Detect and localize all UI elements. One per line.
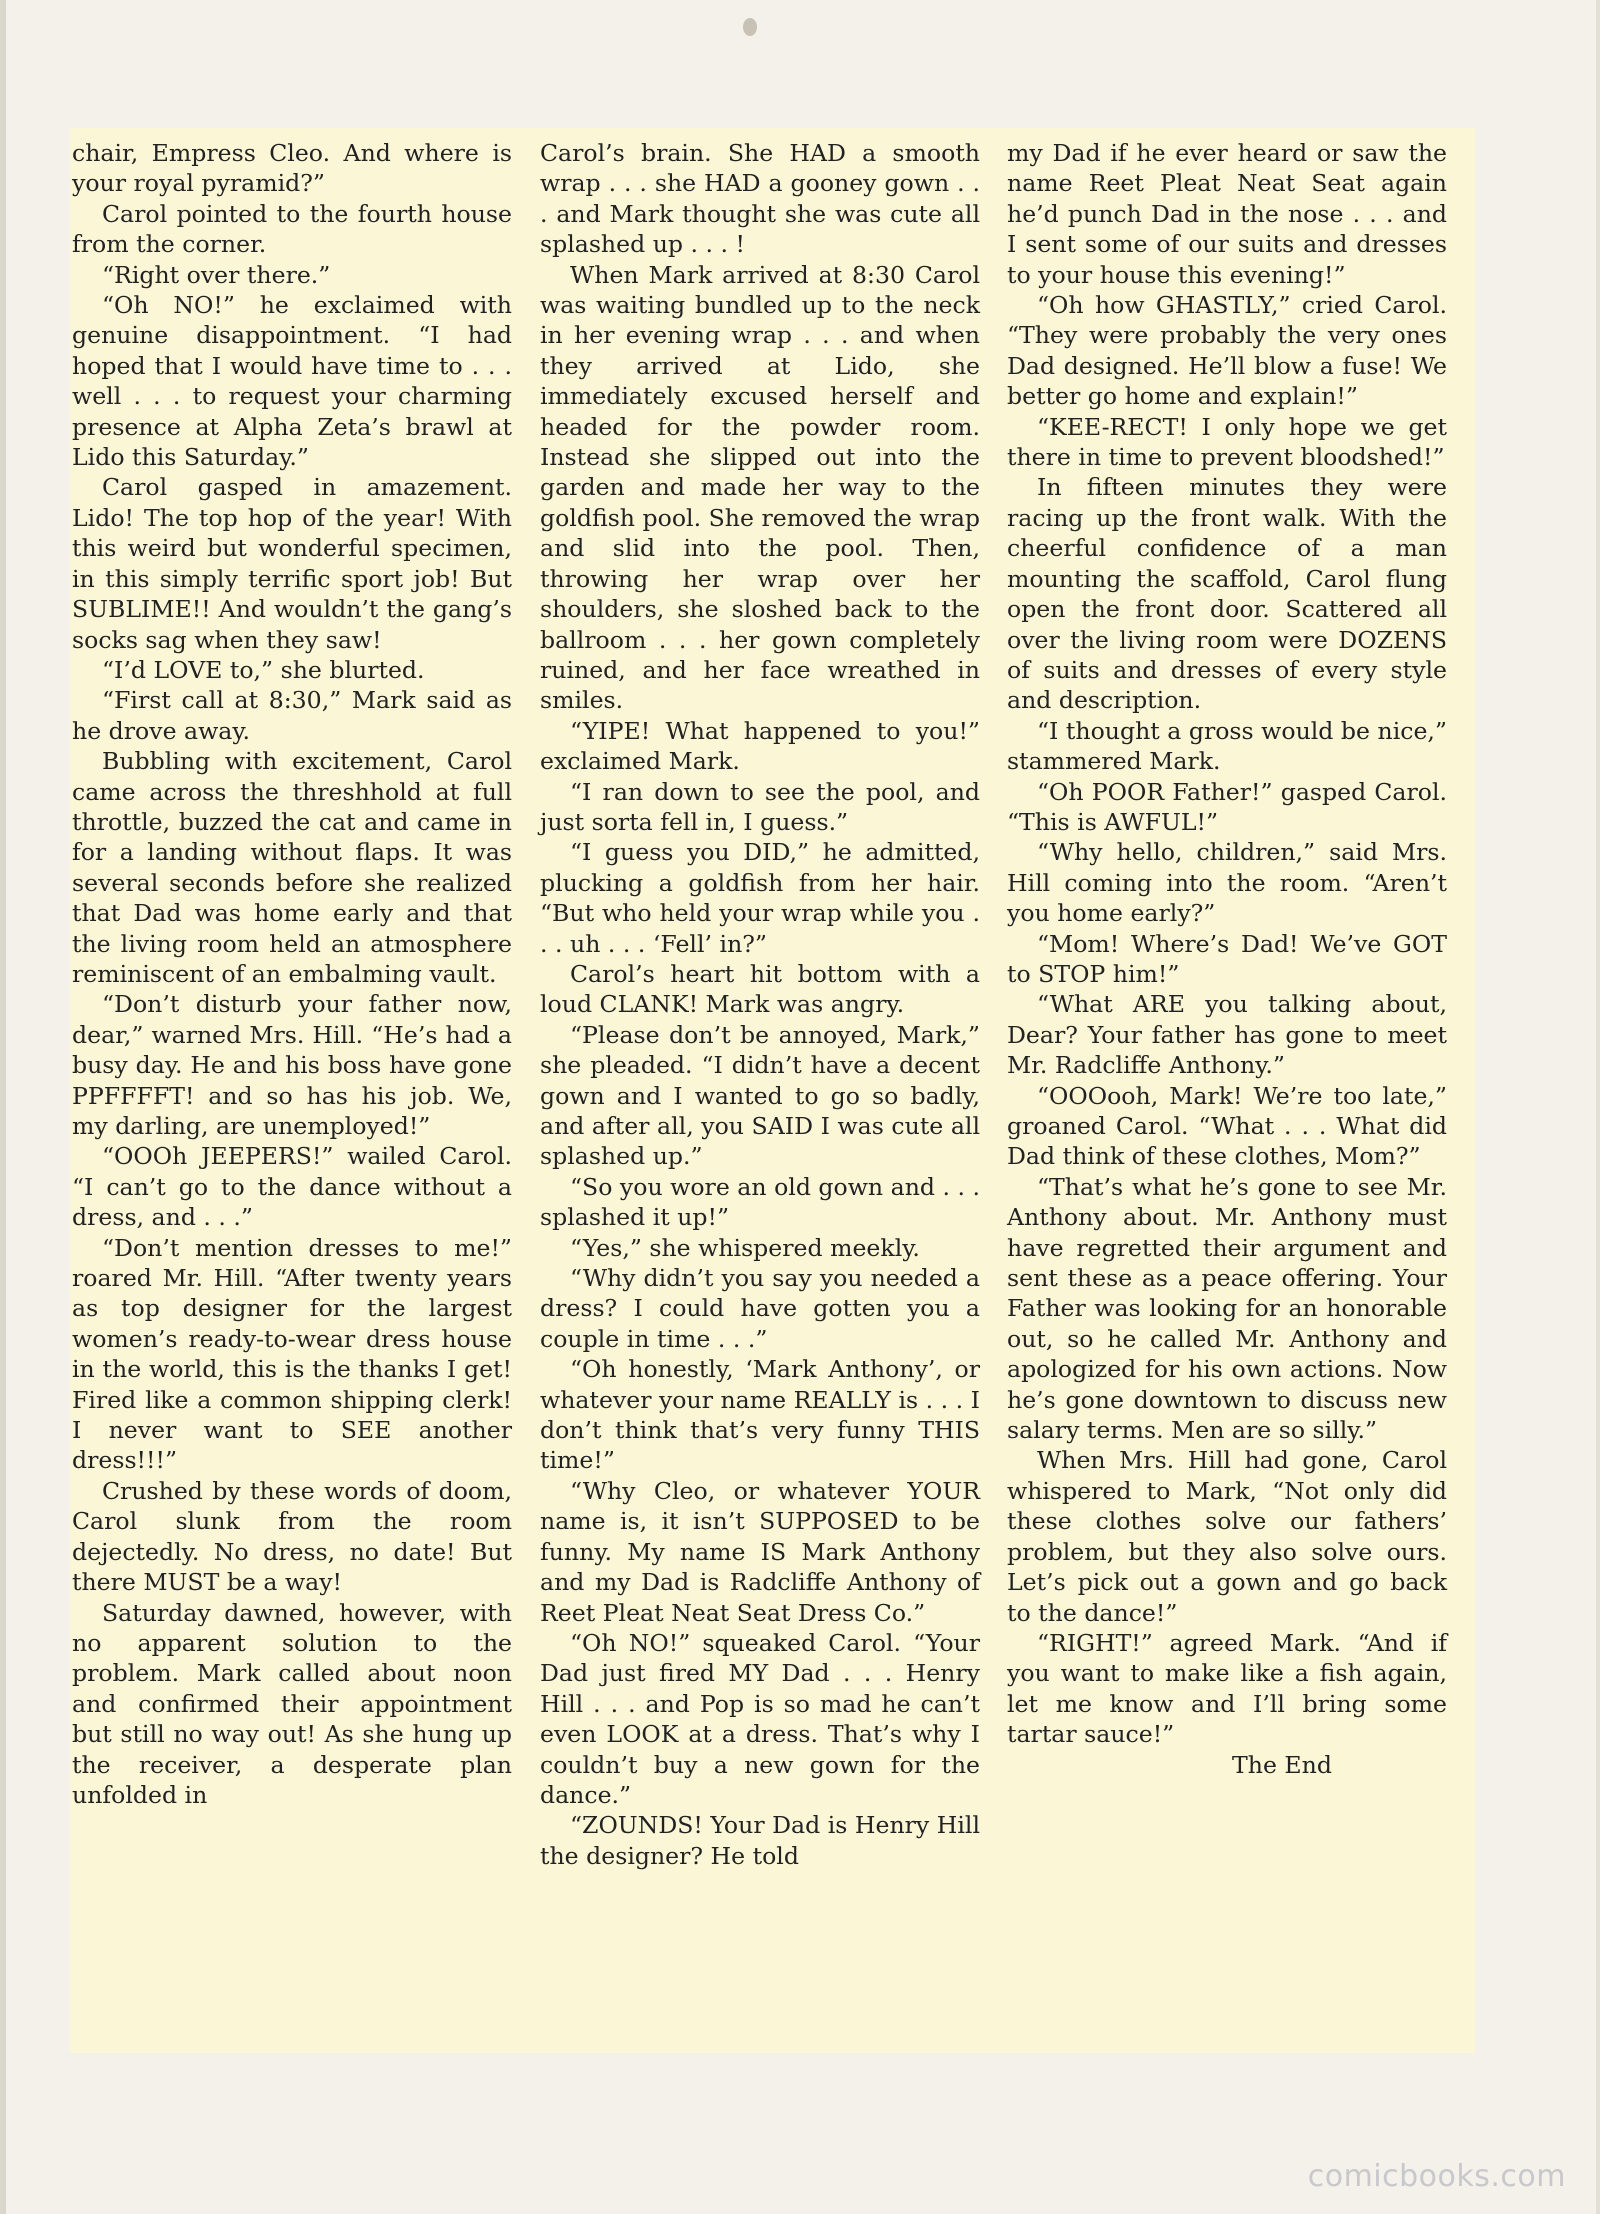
story-paragraph: Crushed by these words of doom, Carol slunk from the room dejectedly. No dress, no date! But there MUST be a way! bbox=[72, 1476, 512, 1597]
story-paragraph: Carol’s heart hit bottom with a loud CLANK! Mark was angry. bbox=[540, 959, 980, 1019]
story-paragraph: “I thought a gross would be nice,” stammered Mark. bbox=[1007, 716, 1447, 776]
print-dot bbox=[743, 18, 757, 36]
story-paragraph: “What ARE you talking about, Dear? Your father has gone to meet Mr. Radcliffe Anthony.” bbox=[1007, 990, 1447, 1080]
story-paragraph: “YIPE! What happened to you!” exclaimed Mark. bbox=[540, 716, 980, 776]
story-paragraph: When Mrs. Hill had gone, Carol whispered to Mark, “Not only did these clothes solve our fathers’ problem, but they also solve ours. Let’s pick out a gown and go back to the dance!” bbox=[1007, 1446, 1447, 1627]
story-paragraph: Saturday dawned, however, with no apparent solution to the problem. Mark called about noon and confirmed their appointment but still no way out! As she hung up the receiver, a desperate plan unfolded in bbox=[72, 1598, 512, 1809]
story-paragraph: “Why didn’t you say you needed a dress? I could have gotten you a couple in time . . .” bbox=[540, 1264, 980, 1353]
story-paragraph: Carol gasped in amazement. Lido! The top hop of the year! With this weird but wonderful specimen, in this simply terrific sport job! But SUBLIME!! And wouldn’t the gang’s socks sag when they saw! bbox=[72, 473, 512, 654]
story-column-1 bbox=[72, 138, 512, 1810]
site-watermark: comicbooks.com bbox=[1307, 2159, 1566, 2194]
story-paragraph: “I’d LOVE to,” she blurted. bbox=[102, 655, 425, 684]
story-paragraph: “KEE-RECT! I only hope we get there in time to prevent bloodshed!” bbox=[1007, 412, 1447, 472]
story-paragraph: “Don’t mention dresses to me!” roared Mr. Hill. “After twenty years as top designer for the largest women’s ready-to-wear dress house in the world, this is the thanks I get! Fired like a common shipping clerk! I never want to SEE another dress!!!” bbox=[72, 1233, 512, 1475]
story-paragraph: “That’s what he’s gone to see Mr. Anthony about. Mr. Anthony must have regretted their argument and sent these as a peace offering. Your Father was looking for an honorable out, so he called Mr. Anthony and apologized for his own actions. Now he’s gone downtown to discuss new salary terms. Men are so silly.” bbox=[1007, 1172, 1447, 1445]
story-paragraph: “First call at 8:30,” Mark said as he drove away. bbox=[72, 686, 512, 745]
story-paragraph: “I guess you DID,” he admitted, plucking a goldfish from her hair. “But who held your wrap while you . . . uh . . . ‘Fell’ in?” bbox=[540, 838, 980, 958]
page-edge-right bbox=[1596, 0, 1600, 2214]
story-paragraph: “Yes,” she whispered meekly. bbox=[570, 1233, 920, 1262]
story-paragraph: “Mom! Where’s Dad! We’ve GOT to STOP him!” bbox=[1007, 929, 1447, 988]
story-paragraph: “Oh honestly, ‘Mark Anthony’, or whatever your name REALLY is . . . I don’t think that’s very funny THIS time!” bbox=[540, 1355, 980, 1475]
story-paragraph: chair, Empress Cleo. And where is your royal pyramid?” bbox=[72, 139, 512, 198]
story-paragraph: “Don’t disturb your father now, dear,” warned Mrs. Hill. “He’s had a busy day. He and his boss have gone PPFFFFT! and so has his job. We, my darling, are unemployed!” bbox=[72, 990, 512, 1140]
story-paragraph: “Oh POOR Father!” gasped Carol. “This is AWFUL!” bbox=[1007, 777, 1447, 836]
story-paragraph: “OOOh JEEPERS!” wailed Carol. “I can’t go to the dance without a dress, and . . .” bbox=[72, 1142, 512, 1232]
story-paragraph: Carol’s brain. She HAD a smooth wrap . . . she HAD a gooney gown . . . and Mark thought she was cute all splashed up . . . ! bbox=[540, 139, 980, 259]
story-paragraph: In fifteen minutes they were racing up the front walk. With the cheerful confidence of a man mounting the scaffold, Carol flung open the front door. Scattered all over the living room were DOZENS of suits and dresses of every style and description. bbox=[1007, 473, 1447, 715]
story-column-2 bbox=[540, 138, 980, 1871]
story-paragraph: “I ran down to see the pool, and just sorta fell in, I guess.” bbox=[540, 777, 980, 836]
story-paragraph: When Mark arrived at 8:30 Carol was waiting bundled up to the neck in her evening wrap . . . and when they arrived at Lido, she immediately excused herself and headed for the powder room. Instead she slipped out into the garden and made her way to the goldfish pool. She removed the wrap and slid into the pool. Then, throwing her wrap over her shoulders, she sloshed back to the ballroom . . . her gown completely ruined, and her face wreathed in smiles. bbox=[540, 260, 980, 715]
story-paragraph: Bubbling with excitement, Carol came across the threshhold at full throttle, buzzed the cat and came in for a landing without flaps. It was several seconds before she realized that Dad was home early and that the living room held an atmosphere reminiscent of an embalming vault. bbox=[72, 747, 512, 988]
story-paragraph: “Right over there.” bbox=[102, 260, 331, 289]
story-end-label: The End bbox=[1232, 1750, 1332, 1779]
story-paragraph: “Why Cleo, or whatever YOUR name is, it isn’t SUPPOSED to be funny. My name IS Mark Anthony and my Dad is Radcliffe Anthony of Reet Pleat Neat Seat Dress Co.” bbox=[540, 1476, 980, 1627]
story-paragraph: “Oh NO!” squeaked Carol. “Your Dad just fired MY Dad . . . Henry Hill . . . and Pop is so mad he can’t even LOOK at a dress. That’s why I couldn’t buy a new gown for the dance.” bbox=[540, 1628, 980, 1809]
page-edge-left bbox=[0, 0, 6, 2214]
story-paragraph: “Oh how GHASTLY,” cried Carol. “They were probably the very ones Dad designed. He’ll blow a fuse! We better go home and explain!” bbox=[1007, 291, 1447, 411]
story-paragraph: “Why hello, children,” said Mrs. Hill coming into the room. “Aren’t you home early?” bbox=[1007, 838, 1447, 928]
story-paragraph: “ZOUNDS! Your Dad is Henry Hill the designer? He told bbox=[540, 1811, 980, 1870]
story-paragraph: Carol pointed to the fourth house from the corner. bbox=[72, 199, 512, 259]
story-paragraph: “OOOooh, Mark! We’re too late,” groaned Carol. “What . . . What did Dad think of these clothes, Mom?” bbox=[1007, 1081, 1447, 1171]
story-paragraph: “RIGHT!” agreed Mark. “And if you want to make like a fish again, let me know and I’ll bring some tartar sauce!” bbox=[1007, 1628, 1447, 1749]
story-paragraph: “Oh NO!” he exclaimed with genuine disappointment. “I had hoped that I would have time to . . . well . . . to request your charming presence at Alpha Zeta’s brawl at Lido this Saturday.” bbox=[72, 291, 512, 472]
story-column-3 bbox=[1007, 138, 1447, 1780]
story-paragraph: my Dad if he ever heard or saw the name Reet Pleat Neat Seat again he’d punch Dad in the nose . . . and I sent some of our suits and dresses to your house this evening!” bbox=[1007, 139, 1447, 289]
story-paragraph: “Please don’t be annoyed, Mark,” she pleaded. “I didn’t have a decent gown and I wanted to go so badly, and after all, you SAID I was cute all splashed up.” bbox=[540, 1020, 980, 1171]
story-paragraph: “So you wore an old gown and . . . splashed it up!” bbox=[540, 1172, 980, 1232]
